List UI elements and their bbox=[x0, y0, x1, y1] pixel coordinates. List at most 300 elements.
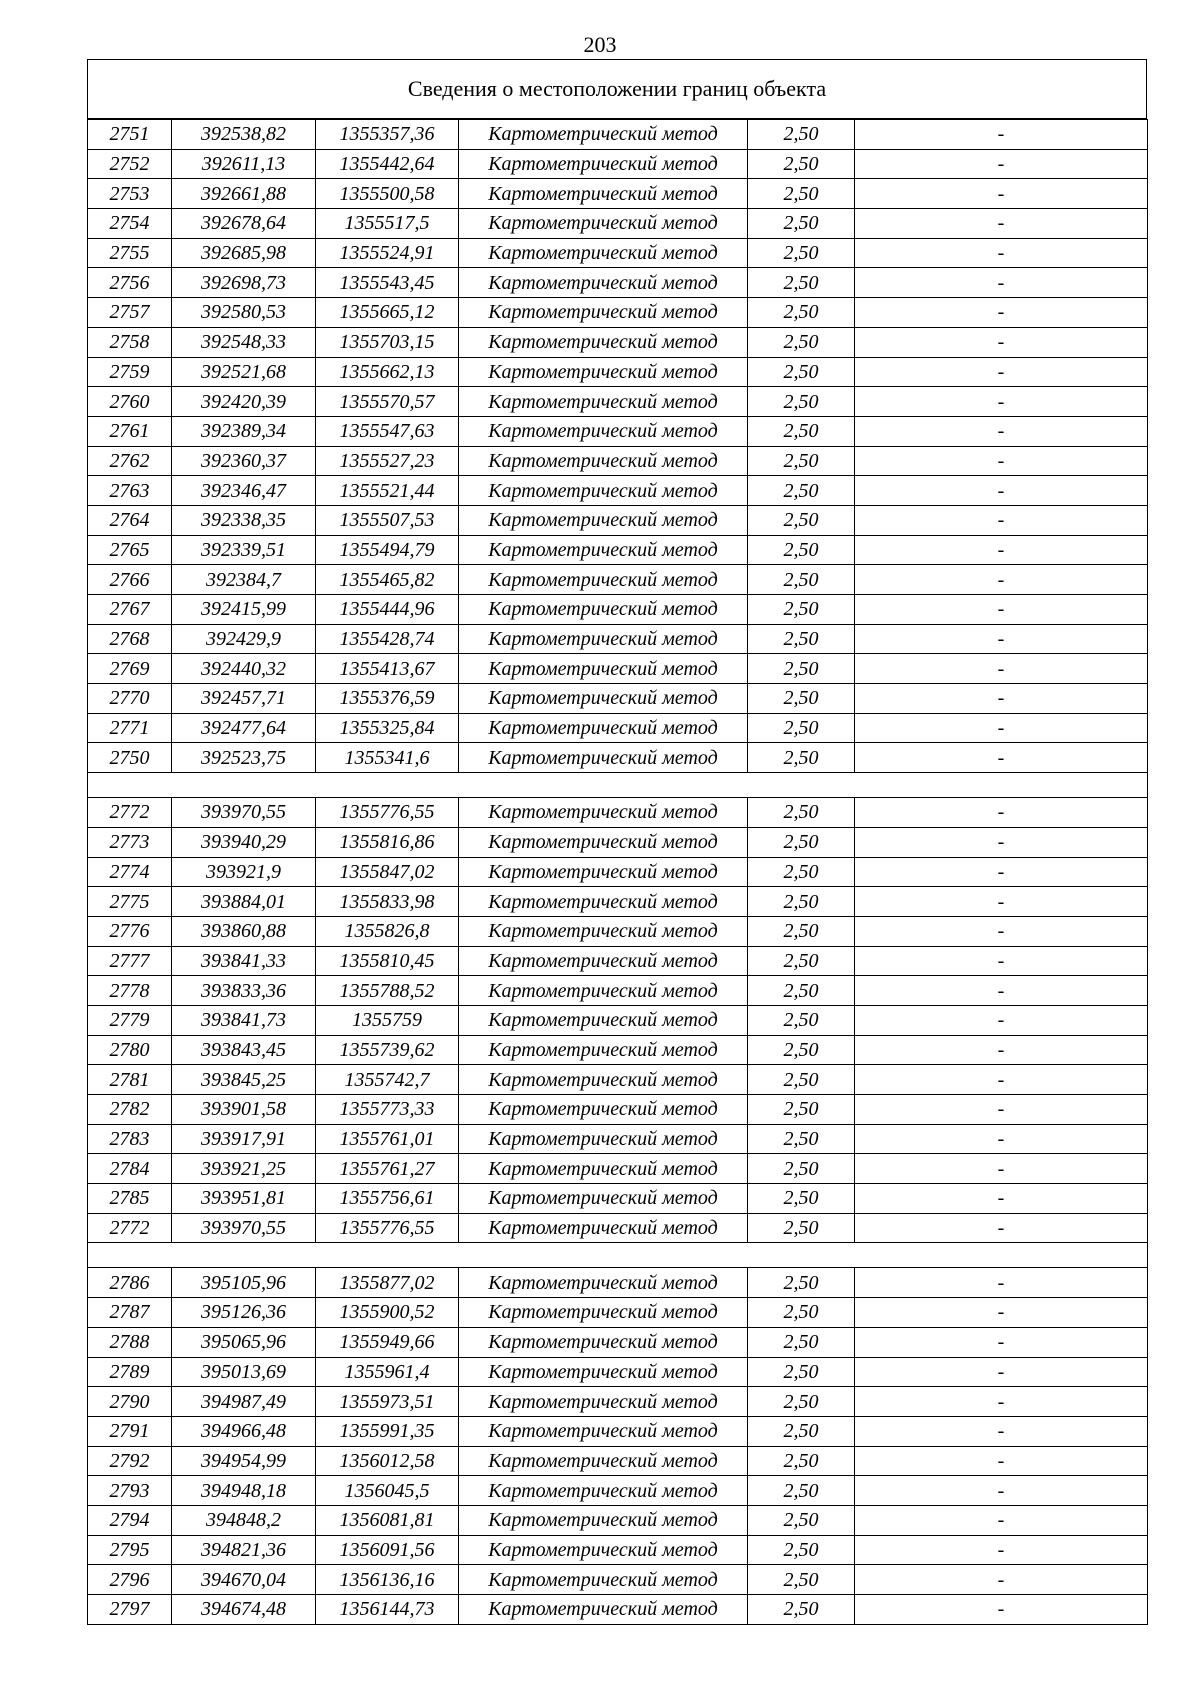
x-coordinate-cell: 392477,64 bbox=[172, 713, 316, 743]
accuracy-cell: 2,50 bbox=[748, 624, 855, 654]
accuracy-cell: 2,50 bbox=[748, 1416, 855, 1446]
accuracy-cell: 2,50 bbox=[748, 238, 855, 268]
description-cell: - bbox=[855, 1124, 1148, 1154]
description-cell: - bbox=[855, 946, 1148, 976]
x-coordinate-cell: 392360,37 bbox=[172, 446, 316, 476]
method-cell: Картометрический метод bbox=[459, 1035, 748, 1065]
table-row bbox=[88, 357, 1148, 387]
description-cell: - bbox=[855, 535, 1148, 565]
description-cell: - bbox=[855, 505, 1148, 535]
method-cell: Картометрический метод bbox=[459, 387, 748, 417]
x-coordinate-cell: 393921,9 bbox=[172, 857, 316, 887]
accuracy-cell: 2,50 bbox=[748, 857, 855, 887]
point-number-cell: 2757 bbox=[88, 298, 172, 328]
description-cell: - bbox=[855, 476, 1148, 506]
y-coordinate-cell: 1355357,36 bbox=[316, 120, 459, 150]
table-row bbox=[88, 1446, 1148, 1476]
y-coordinate-cell: 1355547,63 bbox=[316, 416, 459, 446]
point-number-cell: 2753 bbox=[88, 179, 172, 209]
table-row bbox=[88, 149, 1148, 179]
y-coordinate-cell: 1355665,12 bbox=[316, 298, 459, 328]
y-coordinate-cell: 1356081,81 bbox=[316, 1505, 459, 1535]
coordinates-table-body bbox=[88, 120, 1148, 1625]
method-cell: Картометрический метод bbox=[459, 1095, 748, 1125]
point-number-cell: 2791 bbox=[88, 1416, 172, 1446]
group-separator-row bbox=[88, 1243, 1148, 1268]
method-cell: Картометрический метод bbox=[459, 743, 748, 773]
accuracy-cell: 2,50 bbox=[748, 1065, 855, 1095]
table-row bbox=[88, 535, 1148, 565]
table-row bbox=[88, 1416, 1148, 1446]
description-cell: - bbox=[855, 976, 1148, 1006]
x-coordinate-cell: 392523,75 bbox=[172, 743, 316, 773]
table-row bbox=[88, 505, 1148, 535]
accuracy-cell: 2,50 bbox=[748, 327, 855, 357]
table-row bbox=[88, 476, 1148, 506]
method-cell: Картометрический метод bbox=[459, 209, 748, 239]
accuracy-cell: 2,50 bbox=[748, 1327, 855, 1357]
point-number-cell: 2774 bbox=[88, 857, 172, 887]
table-row bbox=[88, 1505, 1148, 1535]
table-row bbox=[88, 1154, 1148, 1184]
description-cell: - bbox=[855, 387, 1148, 417]
table-row bbox=[88, 565, 1148, 595]
y-coordinate-cell: 1355507,53 bbox=[316, 505, 459, 535]
method-cell: Картометрический метод bbox=[459, 1298, 748, 1328]
description-cell: - bbox=[855, 120, 1148, 150]
accuracy-cell: 2,50 bbox=[748, 887, 855, 917]
point-number-cell: 2790 bbox=[88, 1387, 172, 1417]
method-cell: Картометрический метод bbox=[459, 1387, 748, 1417]
x-coordinate-cell: 392384,7 bbox=[172, 565, 316, 595]
accuracy-cell: 2,50 bbox=[748, 535, 855, 565]
method-cell: Картометрический метод bbox=[459, 1327, 748, 1357]
point-number-cell: 2759 bbox=[88, 357, 172, 387]
y-coordinate-cell: 1355833,98 bbox=[316, 887, 459, 917]
x-coordinate-cell: 393845,25 bbox=[172, 1065, 316, 1095]
accuracy-cell: 2,50 bbox=[748, 827, 855, 857]
method-cell: Картометрический метод bbox=[459, 595, 748, 625]
y-coordinate-cell: 1355973,51 bbox=[316, 1387, 459, 1417]
y-coordinate-cell: 1355662,13 bbox=[316, 357, 459, 387]
point-number-cell: 2767 bbox=[88, 595, 172, 625]
method-cell: Картометрический метод bbox=[459, 798, 748, 828]
method-cell: Картометрический метод bbox=[459, 976, 748, 1006]
accuracy-cell: 2,50 bbox=[748, 209, 855, 239]
y-coordinate-cell: 1355776,55 bbox=[316, 798, 459, 828]
table-row bbox=[88, 624, 1148, 654]
point-number-cell: 2796 bbox=[88, 1565, 172, 1595]
y-coordinate-cell: 1356045,5 bbox=[316, 1476, 459, 1506]
method-cell: Картометрический метод bbox=[459, 1416, 748, 1446]
accuracy-cell: 2,50 bbox=[748, 1387, 855, 1417]
x-coordinate-cell: 394848,2 bbox=[172, 1505, 316, 1535]
point-number-cell: 2787 bbox=[88, 1298, 172, 1328]
table-row bbox=[88, 595, 1148, 625]
method-cell: Картометрический метод bbox=[459, 1357, 748, 1387]
method-cell: Картометрический метод bbox=[459, 1065, 748, 1095]
point-number-cell: 2786 bbox=[88, 1268, 172, 1298]
y-coordinate-cell: 1355444,96 bbox=[316, 595, 459, 625]
method-cell: Картометрический метод bbox=[459, 238, 748, 268]
point-number-cell: 2755 bbox=[88, 238, 172, 268]
x-coordinate-cell: 394948,18 bbox=[172, 1476, 316, 1506]
description-cell: - bbox=[855, 887, 1148, 917]
table-row bbox=[88, 120, 1148, 150]
accuracy-cell: 2,50 bbox=[748, 1035, 855, 1065]
x-coordinate-cell: 392678,64 bbox=[172, 209, 316, 239]
x-coordinate-cell: 393921,25 bbox=[172, 1154, 316, 1184]
method-cell: Картометрический метод bbox=[459, 1213, 748, 1243]
table-row bbox=[88, 1387, 1148, 1417]
table-row bbox=[88, 1095, 1148, 1125]
method-cell: Картометрический метод bbox=[459, 327, 748, 357]
point-number-cell: 2752 bbox=[88, 149, 172, 179]
description-cell: - bbox=[855, 446, 1148, 476]
table-row bbox=[88, 1124, 1148, 1154]
x-coordinate-cell: 392457,71 bbox=[172, 684, 316, 714]
x-coordinate-cell: 395105,96 bbox=[172, 1268, 316, 1298]
x-coordinate-cell: 392521,68 bbox=[172, 357, 316, 387]
table-row bbox=[88, 684, 1148, 714]
y-coordinate-cell: 1355500,58 bbox=[316, 179, 459, 209]
description-cell: - bbox=[855, 1298, 1148, 1328]
y-coordinate-cell: 1355810,45 bbox=[316, 946, 459, 976]
method-cell: Картометрический метод bbox=[459, 827, 748, 857]
method-cell: Картометрический метод bbox=[459, 887, 748, 917]
x-coordinate-cell: 393833,36 bbox=[172, 976, 316, 1006]
table-row bbox=[88, 1298, 1148, 1328]
description-cell: - bbox=[855, 565, 1148, 595]
method-cell: Картометрический метод bbox=[459, 713, 748, 743]
point-number-cell: 2784 bbox=[88, 1154, 172, 1184]
x-coordinate-cell: 393860,88 bbox=[172, 916, 316, 946]
description-cell: - bbox=[855, 1095, 1148, 1125]
point-number-cell: 2789 bbox=[88, 1357, 172, 1387]
y-coordinate-cell: 1355521,44 bbox=[316, 476, 459, 506]
x-coordinate-cell: 392429,9 bbox=[172, 624, 316, 654]
accuracy-cell: 2,50 bbox=[748, 743, 855, 773]
method-cell: Картометрический метод bbox=[459, 1124, 748, 1154]
accuracy-cell: 2,50 bbox=[748, 1298, 855, 1328]
y-coordinate-cell: 1355570,57 bbox=[316, 387, 459, 417]
group-separator-cell bbox=[88, 773, 1148, 798]
accuracy-cell: 2,50 bbox=[748, 1505, 855, 1535]
point-number-cell: 2794 bbox=[88, 1505, 172, 1535]
method-cell: Картометрический метод bbox=[459, 357, 748, 387]
y-coordinate-cell: 1355961,4 bbox=[316, 1357, 459, 1387]
point-number-cell: 2785 bbox=[88, 1184, 172, 1214]
x-coordinate-cell: 392611,13 bbox=[172, 149, 316, 179]
y-coordinate-cell: 1355413,67 bbox=[316, 654, 459, 684]
accuracy-cell: 2,50 bbox=[748, 1357, 855, 1387]
method-cell: Картометрический метод bbox=[459, 476, 748, 506]
point-number-cell: 2772 bbox=[88, 1213, 172, 1243]
description-cell: - bbox=[855, 1213, 1148, 1243]
description-cell: - bbox=[855, 654, 1148, 684]
table-row bbox=[88, 916, 1148, 946]
accuracy-cell: 2,50 bbox=[748, 1095, 855, 1125]
description-cell: - bbox=[855, 1565, 1148, 1595]
description-cell: - bbox=[855, 684, 1148, 714]
x-coordinate-cell: 392389,34 bbox=[172, 416, 316, 446]
method-cell: Картометрический метод bbox=[459, 1476, 748, 1506]
table-row bbox=[88, 654, 1148, 684]
point-number-cell: 2750 bbox=[88, 743, 172, 773]
x-coordinate-cell: 392698,73 bbox=[172, 268, 316, 298]
accuracy-cell: 2,50 bbox=[748, 713, 855, 743]
table-row bbox=[88, 446, 1148, 476]
point-number-cell: 2778 bbox=[88, 976, 172, 1006]
y-coordinate-cell: 1355524,91 bbox=[316, 238, 459, 268]
accuracy-cell: 2,50 bbox=[748, 1476, 855, 1506]
accuracy-cell: 2,50 bbox=[748, 976, 855, 1006]
group-separator-row bbox=[88, 773, 1148, 798]
method-cell: Картометрический метод bbox=[459, 654, 748, 684]
table-row bbox=[88, 327, 1148, 357]
table-row bbox=[88, 209, 1148, 239]
accuracy-cell: 2,50 bbox=[748, 1535, 855, 1565]
x-coordinate-cell: 392346,47 bbox=[172, 476, 316, 506]
accuracy-cell: 2,50 bbox=[748, 595, 855, 625]
method-cell: Картометрический метод bbox=[459, 446, 748, 476]
point-number-cell: 2765 bbox=[88, 535, 172, 565]
page-number: 203 bbox=[583, 32, 617, 57]
table-row bbox=[88, 268, 1148, 298]
description-cell: - bbox=[855, 268, 1148, 298]
y-coordinate-cell: 1355756,61 bbox=[316, 1184, 459, 1214]
x-coordinate-cell: 393841,33 bbox=[172, 946, 316, 976]
y-coordinate-cell: 1355788,52 bbox=[316, 976, 459, 1006]
method-cell: Картометрический метод bbox=[459, 1005, 748, 1035]
table-row bbox=[88, 238, 1148, 268]
accuracy-cell: 2,50 bbox=[748, 1268, 855, 1298]
y-coordinate-cell: 1355900,52 bbox=[316, 1298, 459, 1328]
accuracy-cell: 2,50 bbox=[748, 1446, 855, 1476]
description-cell: - bbox=[855, 713, 1148, 743]
accuracy-cell: 2,50 bbox=[748, 268, 855, 298]
point-number-cell: 2771 bbox=[88, 713, 172, 743]
method-cell: Картометрический метод bbox=[459, 1595, 748, 1625]
accuracy-cell: 2,50 bbox=[748, 1184, 855, 1214]
x-coordinate-cell: 392338,35 bbox=[172, 505, 316, 535]
point-number-cell: 2788 bbox=[88, 1327, 172, 1357]
point-number-cell: 2758 bbox=[88, 327, 172, 357]
y-coordinate-cell: 1355341,6 bbox=[316, 743, 459, 773]
table-title-text: Сведения о местоположении границ объекта bbox=[407, 76, 827, 101]
point-number-cell: 2793 bbox=[88, 1476, 172, 1506]
accuracy-cell: 2,50 bbox=[748, 684, 855, 714]
method-cell: Картометрический метод bbox=[459, 120, 748, 150]
method-cell: Картометрический метод bbox=[459, 1268, 748, 1298]
x-coordinate-cell: 393940,29 bbox=[172, 827, 316, 857]
point-number-cell: 2769 bbox=[88, 654, 172, 684]
y-coordinate-cell: 1355877,02 bbox=[316, 1268, 459, 1298]
method-cell: Картометрический метод bbox=[459, 416, 748, 446]
method-cell: Картометрический метод bbox=[459, 1154, 748, 1184]
method-cell: Картометрический метод bbox=[459, 684, 748, 714]
description-cell: - bbox=[855, 1357, 1148, 1387]
description-cell: - bbox=[855, 798, 1148, 828]
group-separator-cell bbox=[88, 1243, 1148, 1268]
table-row bbox=[88, 827, 1148, 857]
point-number-cell: 2795 bbox=[88, 1535, 172, 1565]
accuracy-cell: 2,50 bbox=[748, 1565, 855, 1595]
accuracy-cell: 2,50 bbox=[748, 357, 855, 387]
point-number-cell: 2772 bbox=[88, 798, 172, 828]
accuracy-cell: 2,50 bbox=[748, 798, 855, 828]
table-row bbox=[88, 1565, 1148, 1595]
point-number-cell: 2781 bbox=[88, 1065, 172, 1095]
point-number-cell: 2797 bbox=[88, 1595, 172, 1625]
x-coordinate-cell: 393970,55 bbox=[172, 1213, 316, 1243]
accuracy-cell: 2,50 bbox=[748, 1005, 855, 1035]
x-coordinate-cell: 392580,53 bbox=[172, 298, 316, 328]
method-cell: Картометрический метод bbox=[459, 149, 748, 179]
description-cell: - bbox=[855, 1416, 1148, 1446]
accuracy-cell: 2,50 bbox=[748, 916, 855, 946]
method-cell: Картометрический метод bbox=[459, 857, 748, 887]
table-row bbox=[88, 976, 1148, 1006]
accuracy-cell: 2,50 bbox=[748, 505, 855, 535]
x-coordinate-cell: 393843,45 bbox=[172, 1035, 316, 1065]
x-coordinate-cell: 393970,55 bbox=[172, 798, 316, 828]
method-cell: Картометрический метод bbox=[459, 916, 748, 946]
accuracy-cell: 2,50 bbox=[748, 149, 855, 179]
y-coordinate-cell: 1355494,79 bbox=[316, 535, 459, 565]
x-coordinate-cell: 392538,82 bbox=[172, 120, 316, 150]
table-row bbox=[88, 1035, 1148, 1065]
description-cell: - bbox=[855, 298, 1148, 328]
description-cell: - bbox=[855, 916, 1148, 946]
method-cell: Картометрический метод bbox=[459, 268, 748, 298]
method-cell: Картометрический метод bbox=[459, 1184, 748, 1214]
coordinates-table-container bbox=[87, 119, 1147, 1625]
method-cell: Картометрический метод bbox=[459, 624, 748, 654]
x-coordinate-cell: 395126,36 bbox=[172, 1298, 316, 1328]
description-cell: - bbox=[855, 1005, 1148, 1035]
accuracy-cell: 2,50 bbox=[748, 1213, 855, 1243]
table-row bbox=[88, 416, 1148, 446]
description-cell: - bbox=[855, 209, 1148, 239]
y-coordinate-cell: 1356012,58 bbox=[316, 1446, 459, 1476]
y-coordinate-cell: 1355376,59 bbox=[316, 684, 459, 714]
description-cell: - bbox=[855, 595, 1148, 625]
x-coordinate-cell: 395065,96 bbox=[172, 1327, 316, 1357]
x-coordinate-cell: 394987,49 bbox=[172, 1387, 316, 1417]
description-cell: - bbox=[855, 238, 1148, 268]
description-cell: - bbox=[855, 857, 1148, 887]
x-coordinate-cell: 395013,69 bbox=[172, 1357, 316, 1387]
table-row bbox=[88, 1535, 1148, 1565]
x-coordinate-cell: 393951,81 bbox=[172, 1184, 316, 1214]
x-coordinate-cell: 394821,36 bbox=[172, 1535, 316, 1565]
y-coordinate-cell: 1355739,62 bbox=[316, 1035, 459, 1065]
point-number-cell: 2777 bbox=[88, 946, 172, 976]
table-row bbox=[88, 798, 1148, 828]
table-row bbox=[88, 179, 1148, 209]
point-number-cell: 2773 bbox=[88, 827, 172, 857]
point-number-cell: 2764 bbox=[88, 505, 172, 535]
x-coordinate-cell: 392661,88 bbox=[172, 179, 316, 209]
y-coordinate-cell: 1355776,55 bbox=[316, 1213, 459, 1243]
y-coordinate-cell: 1355442,64 bbox=[316, 149, 459, 179]
method-cell: Картометрический метод bbox=[459, 535, 748, 565]
accuracy-cell: 2,50 bbox=[748, 476, 855, 506]
y-coordinate-cell: 1355773,33 bbox=[316, 1095, 459, 1125]
table-row bbox=[88, 1005, 1148, 1035]
y-coordinate-cell: 1355761,27 bbox=[316, 1154, 459, 1184]
description-cell: - bbox=[855, 1595, 1148, 1625]
y-coordinate-cell: 1355991,35 bbox=[316, 1416, 459, 1446]
point-number-cell: 2782 bbox=[88, 1095, 172, 1125]
description-cell: - bbox=[855, 1476, 1148, 1506]
point-number-cell: 2751 bbox=[88, 120, 172, 150]
accuracy-cell: 2,50 bbox=[748, 298, 855, 328]
description-cell: - bbox=[855, 1535, 1148, 1565]
table-row bbox=[88, 857, 1148, 887]
table-row bbox=[88, 887, 1148, 917]
y-coordinate-cell: 1355759 bbox=[316, 1005, 459, 1035]
point-number-cell: 2779 bbox=[88, 1005, 172, 1035]
method-cell: Картометрический метод bbox=[459, 505, 748, 535]
x-coordinate-cell: 392685,98 bbox=[172, 238, 316, 268]
point-number-cell: 2792 bbox=[88, 1446, 172, 1476]
table-row bbox=[88, 946, 1148, 976]
accuracy-cell: 2,50 bbox=[748, 120, 855, 150]
x-coordinate-cell: 392440,32 bbox=[172, 654, 316, 684]
y-coordinate-cell: 1355949,66 bbox=[316, 1327, 459, 1357]
method-cell: Картометрический метод bbox=[459, 1446, 748, 1476]
method-cell: Картометрический метод bbox=[459, 1505, 748, 1535]
table-row bbox=[88, 1065, 1148, 1095]
point-number-cell: 2770 bbox=[88, 684, 172, 714]
table-row bbox=[88, 743, 1148, 773]
description-cell: - bbox=[855, 1327, 1148, 1357]
point-number-cell: 2768 bbox=[88, 624, 172, 654]
table-row bbox=[88, 1476, 1148, 1506]
x-coordinate-cell: 394670,04 bbox=[172, 1565, 316, 1595]
description-cell: - bbox=[855, 827, 1148, 857]
method-cell: Картометрический метод bbox=[459, 298, 748, 328]
accuracy-cell: 2,50 bbox=[748, 446, 855, 476]
accuracy-cell: 2,50 bbox=[748, 565, 855, 595]
point-number-cell: 2780 bbox=[88, 1035, 172, 1065]
y-coordinate-cell: 1355517,5 bbox=[316, 209, 459, 239]
table-row bbox=[88, 1184, 1148, 1214]
method-cell: Картометрический метод bbox=[459, 565, 748, 595]
x-coordinate-cell: 393901,58 bbox=[172, 1095, 316, 1125]
point-number-cell: 2762 bbox=[88, 446, 172, 476]
table-row bbox=[88, 1595, 1148, 1625]
point-number-cell: 2756 bbox=[88, 268, 172, 298]
x-coordinate-cell: 394954,99 bbox=[172, 1446, 316, 1476]
description-cell: - bbox=[855, 149, 1148, 179]
accuracy-cell: 2,50 bbox=[748, 1154, 855, 1184]
point-number-cell: 2775 bbox=[88, 887, 172, 917]
table-row bbox=[88, 1357, 1148, 1387]
description-cell: - bbox=[855, 624, 1148, 654]
accuracy-cell: 2,50 bbox=[748, 387, 855, 417]
point-number-cell: 2754 bbox=[88, 209, 172, 239]
table-row bbox=[88, 1327, 1148, 1357]
x-coordinate-cell: 392339,51 bbox=[172, 535, 316, 565]
y-coordinate-cell: 1355527,23 bbox=[316, 446, 459, 476]
point-number-cell: 2763 bbox=[88, 476, 172, 506]
method-cell: Картометрический метод bbox=[459, 179, 748, 209]
point-number-cell: 2783 bbox=[88, 1124, 172, 1154]
x-coordinate-cell: 392548,33 bbox=[172, 327, 316, 357]
